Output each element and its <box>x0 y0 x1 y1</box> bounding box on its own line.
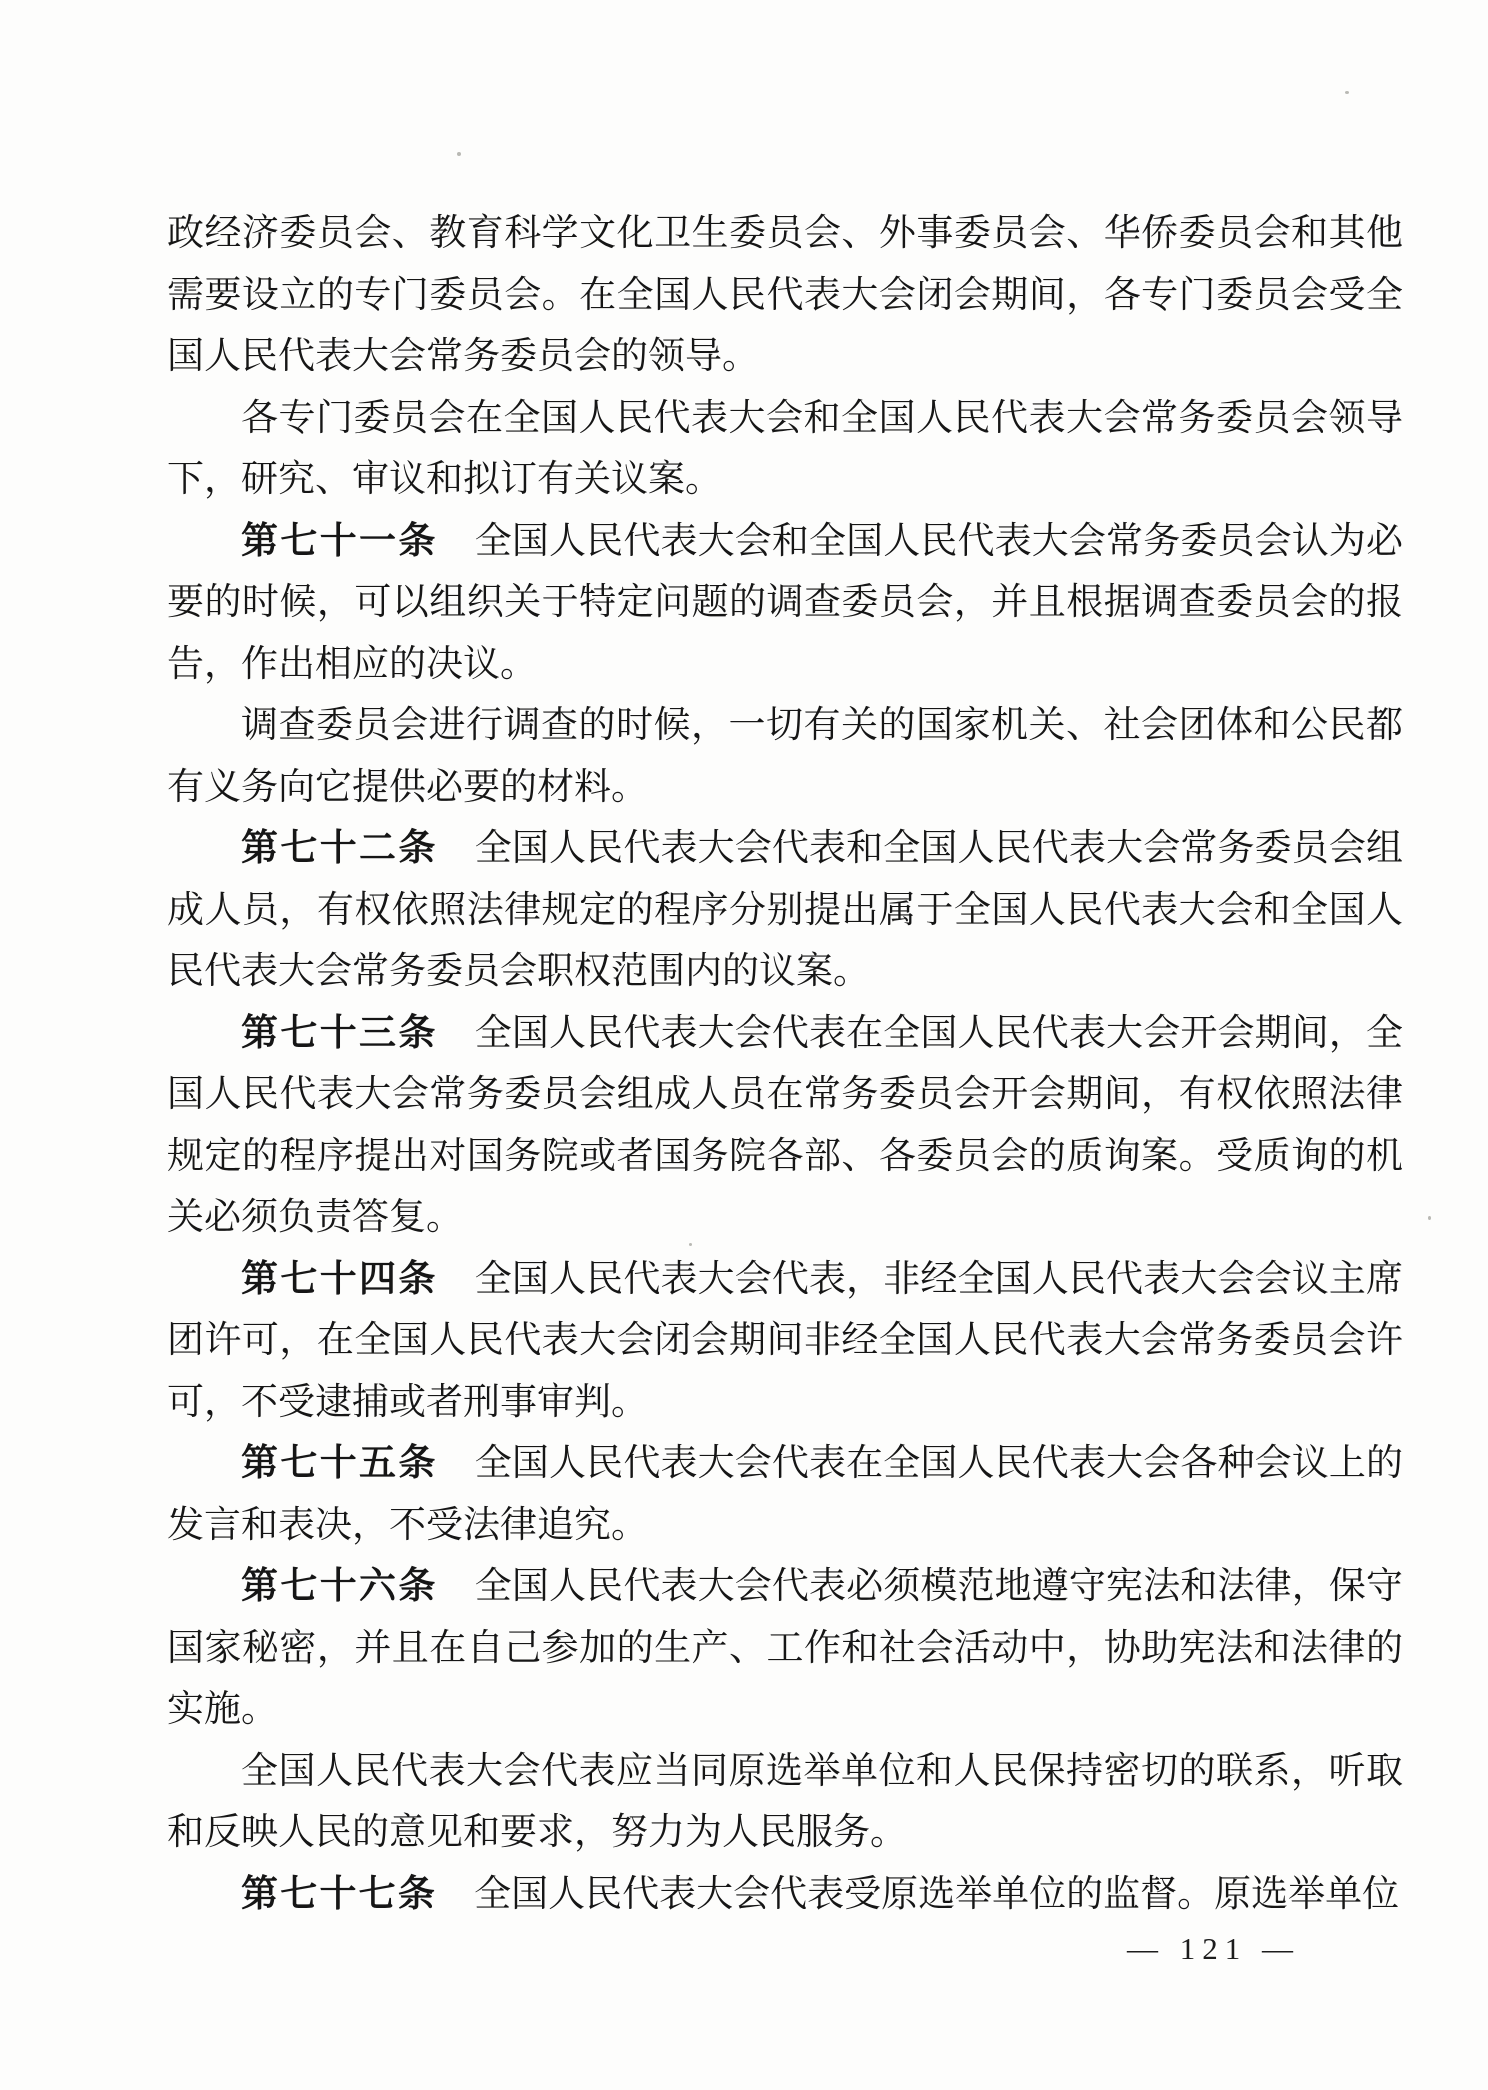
paragraph <box>167 203 1403 388</box>
paragraph-text: 全国人民代表大会代表应当同原选举单位和人民保持密切的联系，听取和反映人民的意见和要求，努力为人民服务。 <box>167 1750 1403 1853</box>
scan-speck <box>1428 1216 1431 1220</box>
paragraph <box>167 511 1403 696</box>
article-number-label: 第七十六条 <box>241 1566 438 1607</box>
paragraph <box>167 1433 1403 1556</box>
paragraph <box>167 1556 1403 1741</box>
paragraph <box>167 695 1403 818</box>
paragraph-text: 各专门委员会在全国人民代表大会和全国人民代表大会常务委员会领导下，研究、审议和拟订有关议案。 <box>167 397 1403 500</box>
page-number: — 121 — <box>1127 1931 1300 1966</box>
page-footer <box>0 1928 1300 1970</box>
paragraph <box>167 1864 1403 1926</box>
paragraph <box>167 1003 1403 1249</box>
article-number-label: 第七十三条 <box>241 1012 438 1054</box>
paragraph-text: 政经济委员会、教育科学文化卫生委员会、外事委员会、华侨委员会和其他需要设立的专门委员会。在全国人民代表大会闭会期间，各专门委员会受全国人民代表大会常务委员会的领导。 <box>167 213 1403 377</box>
paragraph-text: 全国人民代表大会代表必须模范地遵守宪法和法律，保守国家秘密，并且在自己参加的生产、工作和社会活动中，协助宪法和法律的实施。 <box>167 1566 1403 1730</box>
paragraph-text: 全国人民代表大会代表在全国人民代表大会各种会议上的发言和表决，不受法律追究。 <box>167 1443 1403 1546</box>
article-number-label: 第七十一条 <box>241 520 438 562</box>
article-number-label: 第七十四条 <box>241 1258 438 1300</box>
paragraph-text: 调查委员会进行调查的时候，一切有关的国家机关、社会团体和公民都有义务向它提供必要的材料。 <box>167 705 1403 808</box>
scan-speck <box>457 152 461 156</box>
paragraph <box>167 1249 1403 1434</box>
article-number-label: 第七十五条 <box>241 1443 438 1484</box>
paragraph-text: 全国人民代表大会代表和全国人民代表大会常务委员会组成人员，有权依照法律规定的程序分别提出属于全国人民代表大会和全国人民代表大会常务委员会职权范围内的议案。 <box>167 828 1403 992</box>
document-body <box>167 203 1403 1925</box>
article-number-label: 第七十二条 <box>241 828 438 869</box>
paragraph-text: 全国人民代表大会代表受原选举单位的监督。原选举单位 <box>474 1873 1400 1915</box>
paragraph <box>167 1741 1403 1864</box>
scan-speck <box>1345 91 1349 94</box>
paragraph-text: 全国人民代表大会代表，非经全国人民代表大会会议主席团许可，在全国人民代表大会闭会期间非经全国人民代表大会常务委员会许可，不受逮捕或者刑事审判。 <box>167 1258 1403 1423</box>
paragraph <box>167 818 1403 1003</box>
paragraph-text: 全国人民代表大会代表在全国人民代表大会开会期间，全国人民代表大会常务委员会组成人员在常务委员会开会期间，有权依照法律规定的程序提出对国务院或者国务院各部、各委员会的质询案。受质询的机关必须负责答复。 <box>167 1012 1403 1238</box>
article-number-label: 第七十七条 <box>241 1873 438 1915</box>
paragraph-text: 全国人民代表大会和全国人民代表大会常务委员会认为必要的时候，可以组织关于特定问题的调查委员会，并且根据调查委员会的报告，作出相应的决议。 <box>167 520 1403 685</box>
paragraph <box>167 388 1403 511</box>
